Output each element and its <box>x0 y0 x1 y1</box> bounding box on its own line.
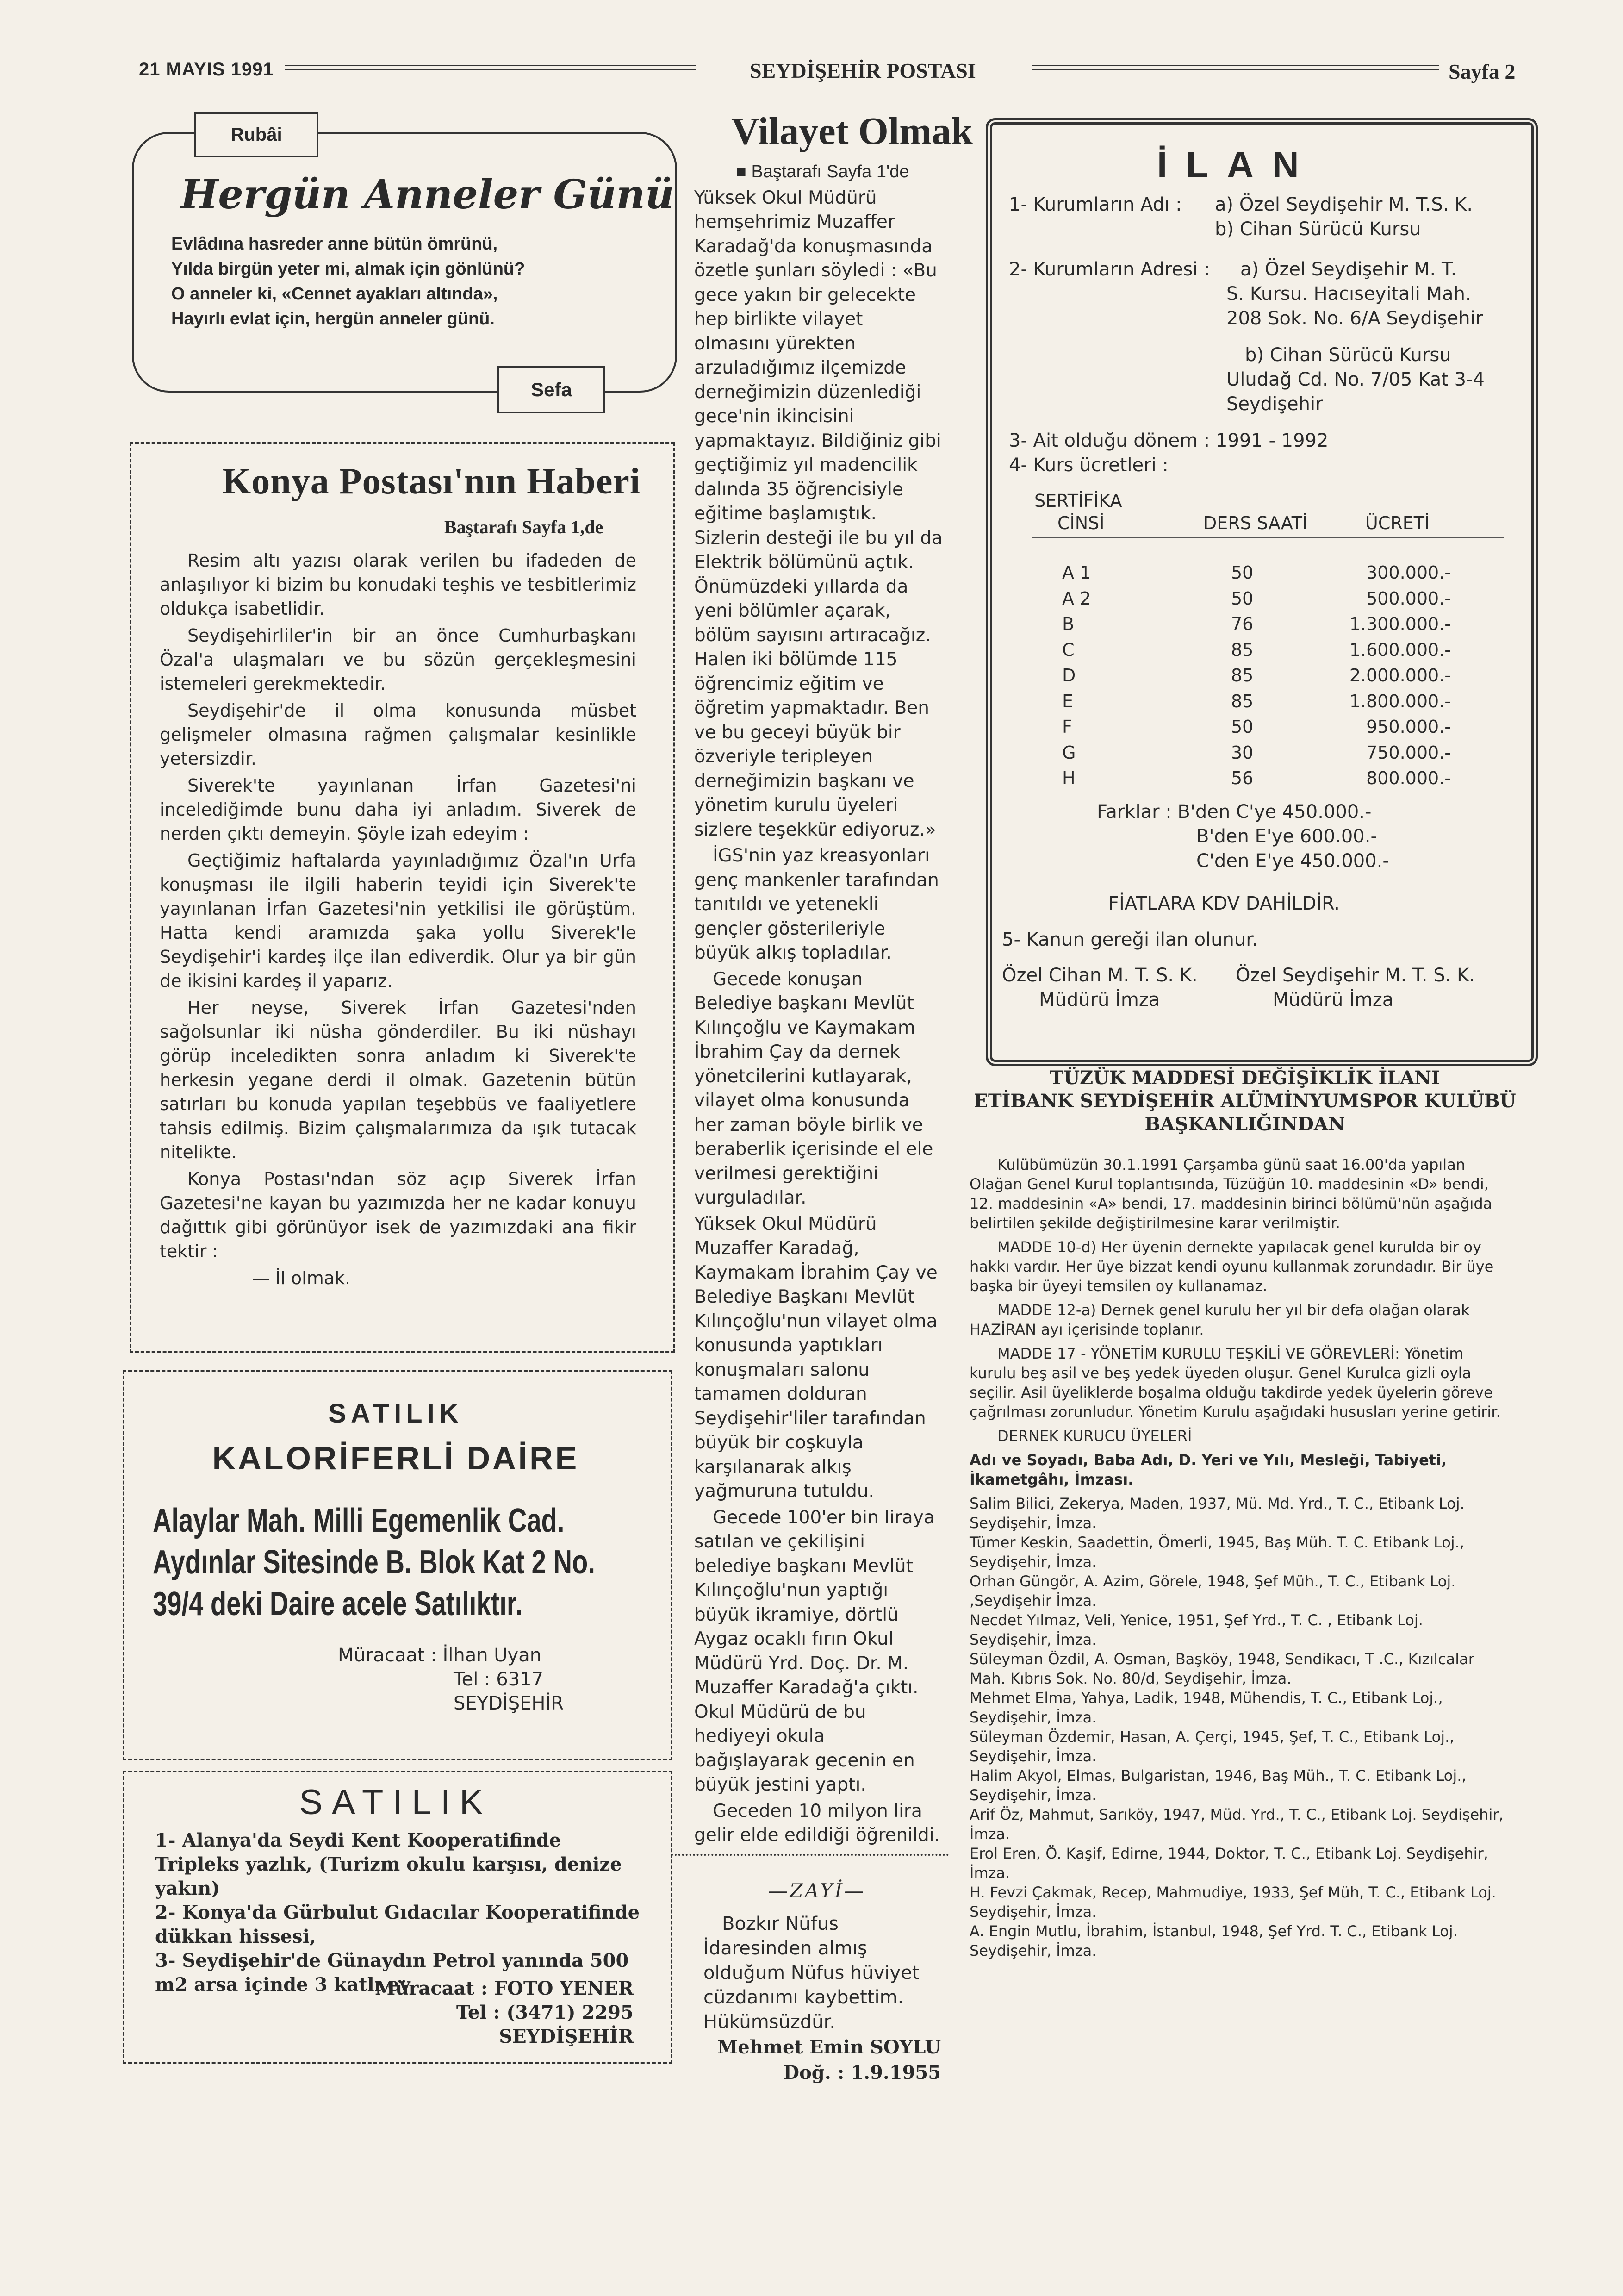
table-cell-cert: C <box>1062 639 1075 660</box>
table-cell-hours: 85 <box>1231 639 1254 660</box>
ilan-item1-label: 1- Kurumların Adı : <box>1009 194 1182 215</box>
list-item: 2- Konya'da Gürbulut Gıdacılar Kooperatifinde dükkan hissesi, <box>155 1902 640 1947</box>
rubai-label: Rubâi <box>194 112 318 157</box>
article-paragraph: Seydişehir'de il olma konusunda müsbet gelişmeler olmasına rağmen çalışmalar kesinlikle yetersizdir. <box>160 700 636 769</box>
col-header-cert-2: CİNSİ <box>1057 513 1105 533</box>
table-cell-hours: 56 <box>1231 768 1254 788</box>
table-cell-fee: 1.600.000.- <box>1349 639 1451 660</box>
table-cell-fee: 800.000.- <box>1366 768 1451 788</box>
header-rule-right <box>1032 65 1439 70</box>
ilan-item2-b1: b) Cihan Sürücü Kursu <box>1245 344 1451 366</box>
tuzuk-body <box>970 1155 1506 1960</box>
article-paragraph: Siverek'te yayınlanan İrfan Gazetesi'ni incelediğimde bunu daha iyi anladım. Siverek de nerden çıktı demeyin. Şöyle izah edeyim : <box>160 775 636 844</box>
contact-city: SEYDİŞEHİR <box>499 2026 634 2047</box>
col-header-fee: ÜCRETİ <box>1365 513 1430 533</box>
vilayet-continued-note: Baştarafı Sayfa 1'de <box>751 162 909 181</box>
tuzuk-paragraph: Kulübümüzün 30.1.1991 Çarşamba günü saat 16.00'da yapılan Olağan Genel Kurul toplantısında, Tüzüğün 10. maddesinin «D» bendi, 12. maddesinin «A» bendi, 17. maddesinin birinci bölümü'nün aşağıda belirtilen şekilde değiştirilmesine karar verilmiştir. <box>970 1156 1492 1232</box>
article-paragraph: İGS'nin yaz kreasyonları genç mankenler tarafından tanıtıldı ve yetenekli gençler gösterileriyle büyük alkış topladılar. <box>694 845 939 963</box>
table-cell-hours: 85 <box>1231 665 1254 686</box>
table-cell-hours: 50 <box>1231 717 1254 737</box>
article-paragraph: Geçtiğimiz haftalarda yayınladığımız Özal'ın Urfa konuşması ile ilgili haberin teyidi için Siverek'te yayınlanan İrfan Gazetesi'nin yetkilisi ile görüştüm. Hatta kendi aramızda şaka yollu Siverek'le Seydişehir'i kardeş ilçe ilan ediverdik. Olur ya bir gün de ikisini kardeş il yaparız. <box>160 850 636 991</box>
ilan-item2-label: 2- Kurumların Adresi : <box>1009 259 1210 280</box>
ilan-item3: 3- Ait olduğu dönem : 1991 - 1992 <box>1009 430 1329 451</box>
table-cell-cert: G <box>1062 742 1076 763</box>
article-paragraph: Gecede 100'er bin liraya satılan ve çekilişini belediye başkanı Mevlüt Kılınçoğlu'nun yaptığı büyük ikramiye, dörtlü Aygaz ocaklı fırın Okul Müdürü Yrd. Doç. Dr. M. Muzaffer Karadağ'a çıktı. Okul Müdürü de bu hediyeyi okula bağışlayarak gecenin en büyük jestini yaptı. <box>694 1507 935 1795</box>
contact-tel: Tel : 6317 <box>454 1669 544 1690</box>
rubai-author: Sefa <box>497 366 605 413</box>
zayi-divider <box>671 1854 949 1856</box>
poem-line: Yılda birgün yeter mi, almak için gönlünü? <box>171 259 525 279</box>
ilan-sign-left-2: Müdürü İmza <box>1039 989 1160 1011</box>
satilik-ilan-list <box>155 1828 646 1997</box>
ilan-sign-left-1: Özel Cihan M. T. S. K. <box>1002 965 1198 986</box>
article-paragraph: Geceden 10 milyon lira gelir elde edildiği öğrenildi. <box>694 1800 940 1846</box>
table-cell-hours: 50 <box>1231 562 1254 583</box>
ilan-item2-a1: a) Özel Seydişehir M. T. <box>1240 259 1457 280</box>
ilan-kdv: FİATLARA KDV DAHİLDİR. <box>1108 893 1340 914</box>
zayi-title: —ZAYİ— <box>768 1879 866 1902</box>
poem-line: Evlâdına hasreder anne bütün ömrünü, <box>171 234 498 254</box>
table-cell-fee: 2.000.000.- <box>1349 665 1451 686</box>
contact-city: SEYDİŞEHİR <box>454 1693 564 1714</box>
signature-dob: Doğ. : 1.9.1955 <box>783 2062 941 2084</box>
col-header-hours: DERS SAATİ <box>1203 513 1308 533</box>
member-entry: Halim Akyol, Elmas, Bulgaristan, 1946, Baş Müh., T. C. Etibank Loj., Seydişehir, İmza. <box>970 1767 1467 1804</box>
member-entry: Süleyman Özdil, A. Osman, Başköy, 1948, Sendikacı, T .C., Kızılcalar Mah. Kıbrıs Sok. No. 80/d, Seydişehir, İmza. <box>970 1650 1474 1687</box>
ilan-farklar-3: C'den E'ye 450.000.- <box>1196 850 1389 872</box>
col-header-cert-1: SERTİFİKA <box>1034 491 1122 511</box>
konya-article-title: Konya Postası'nın Haberi <box>222 461 641 502</box>
table-cell-hours: 85 <box>1231 691 1254 711</box>
ilan-farklar-2: B'den E'ye 600.00.- <box>1196 826 1377 847</box>
contact-label: Müracaat : <box>338 1645 437 1666</box>
ilan-title: İLAN <box>1157 144 1318 185</box>
article-paragraph: Gecede konuşan Belediye başkanı Mevlüt Kılınçoğlu ve Kaymakam İbrahim Çay da dernek yönetcilerini kutlayarak, vilayet olma konusunda her zaman böyle birlik ve beraberlik içerisinde el ele verilmesi gerektiğini vurguladılar. <box>694 968 933 1208</box>
contact-tel: Tel : (3471) 2295 <box>456 2002 634 2023</box>
satilik-ilan-contact <box>375 1977 634 2049</box>
rubai-poem <box>171 231 648 331</box>
article-paragraph: Resim altı yazısı olarak verilen bu ifadeden de anlaşılıyor ki bizim bu konudaki teşhis ve tesbitlerimiz oldukça isabetlidir. <box>160 550 636 619</box>
member-entry: Süleyman Özdemir, Hasan, A. Çerçi, 1945, Şef, T. C., Etibank Loj., Seydişehir, İmza. <box>970 1728 1455 1765</box>
ilan-item2-b3: Seydişehir <box>1226 393 1323 415</box>
satilik-daire-title: SATILIK <box>328 1398 463 1429</box>
zayi-signature <box>717 2034 941 2085</box>
table-cell-cert: B <box>1062 614 1075 634</box>
tuzuk-paragraph: MADDE 12-a) Dernek genel kurulu her yıl bir defa olağan olarak HAZİRAN ayı içerisinde toplanır. <box>970 1301 1470 1338</box>
member-entry: Necdet Yılmaz, Veli, Yenice, 1951, Şef Yrd., T. C. , Etibank Loj. Seydişehir, İmza. <box>970 1611 1423 1648</box>
ilan-item4: 4- Kurs ücretleri : <box>1009 455 1169 476</box>
list-item: 1- Alanya'da Seydi Kent Kooperatifinde Tripleks yazlık, (Turizm okulu karşısı, denize yakın) <box>155 1829 622 1899</box>
ilan-item2-b2: Uludağ Cd. No. 7/05 Kat 3-4 <box>1226 369 1485 390</box>
konya-article-body <box>160 549 636 1293</box>
table-cell-cert: D <box>1062 665 1076 686</box>
table-cell-fee: 500.000.- <box>1366 588 1451 609</box>
contact-name: İlhan Uyan <box>442 1645 542 1666</box>
poem-line: Hayırlı evlat için, hergün anneler günü. <box>171 309 495 329</box>
table-cell-hours: 50 <box>1231 588 1254 609</box>
members-list <box>970 1494 1506 1960</box>
member-entry: Salim Bilici, Zekerya, Maden, 1937, Mü. Md. Yrd., T. C., Etibank Loj. Seydişehir, İmza. <box>970 1495 1465 1532</box>
table-cell-fee: 300.000.- <box>1366 562 1451 583</box>
signature-name: Mehmet Emin SOYLU <box>717 2036 941 2058</box>
satilik-daire-body: Alaylar Mah. Milli Egemenlik Cad. Aydınlar Sitesinde B. Blok Kat 2 No. 39/4 deki Daire acele Satılıktır. <box>153 1502 595 1622</box>
article-paragraph: Yüksek Okul Müdürü Muzaffer Karadağ, Kaymakam İbrahim Çay ve Belediye Başkanı Mevlüt Kılınçoğlu'nun vilayet olma konusunda yaptıkları konuşmaları salonu tamamen dolduran Seydişehir'liler tarafından büyük bir coşkuyla karşılanarak alkış yağmuruna tutuldu. <box>694 1213 938 1502</box>
table-cell-hours: 76 <box>1231 614 1254 634</box>
article-paragraph: Konya Postası'ndan söz açıp Siverek İrfan Gazetesi'ne kayan bu yazımızda her ne kadar konuyu dağıttık gibi görünüyor isek de yazımızdaki ana fikir tektir : <box>160 1169 636 1261</box>
newspaper-name: SEYDİŞEHİR POSTASI <box>750 59 976 82</box>
member-entry: Erol Eren, Ö. Kaşif, Edirne, 1944, Doktor, T. C., Etibank Loj. Seydişehir, İmza. <box>970 1845 1488 1882</box>
tuzuk-members-columns: Adı ve Soyadı, Baba Adı, D. Yeri ve Yılı, Mesleği, Tabiyeti, İkametgâhı, İmzası. <box>970 1451 1447 1488</box>
member-entry: Tümer Keskin, Saadettin, Ömerli, 1945, Baş Müh. T. C. Etibank Loj., Seydişehir, İmza. <box>970 1534 1465 1571</box>
satilik-daire-subtitle: KALORİFERLİ DAİRE <box>212 1440 579 1476</box>
table-cell-fee: 1.800.000.- <box>1349 691 1451 711</box>
header-rule-left <box>285 65 696 70</box>
rubai-title: Hergün Anneler Günü <box>180 171 674 218</box>
article-closing: — İl olmak. <box>252 1268 351 1288</box>
table-cell-cert: A 2 <box>1062 588 1091 609</box>
table-cell-fee: 750.000.- <box>1366 742 1451 763</box>
zayi-body: Bozkır Nüfus İdaresinden almış olduğum Nüfus hüviyet cüzdanımı kaybettim. Hükümsüzdür. <box>703 1913 920 2033</box>
member-entry: Orhan Güngör, A. Azim, Görele, 1948, Şef Müh., T. C., Etibank Loj. ,Seydişehir İmza. <box>970 1572 1456 1610</box>
ilan-item5: 5- Kanun gereği ilan olunur. <box>1002 929 1258 950</box>
tuzuk-paragraph: MADDE 10-d) Her üyenin dernekte yapılacak genel kurulda bir oy hakkı vardır. Her üye bizzat kendi oyunu kullanmak zorundadır. Bir üye başka bir üyeyi temsilen oy kullanamaz. <box>970 1238 1494 1295</box>
ilan-sign-right-2: Müdürü İmza <box>1273 989 1394 1011</box>
list-item: 3- Seydişehir'de Günaydın Petrol yanında 500 m2 arsa içinde 3 katlı ev <box>155 1950 629 1996</box>
member-entry: A. Engin Mutlu, İbrahim, İstanbul, 1948, Şef Yrd. T. C., Etibank Loj. Seydişehir, İmza. <box>970 1922 1458 1959</box>
ilan-sign-right-1: Özel Seydişehir M. T. S. K. <box>1236 965 1475 986</box>
article-paragraph: Her neyse, Siverek İrfan Gazetesi'nden sağolsunlar iki nüsha gönderdiler. Bu iki nüshayı görüp inceledikten sonra anladım ki Siverek'te herkesin yegane derdi il olmak. Gazetenin bütün satırları bu konuda yapılan teşebbüs ve faaliyetlere tahsis edilmiş. Bizim çalışmalarımıza da ışık tutacak nitelikte. <box>160 998 636 1162</box>
page-number: Sayfa 2 <box>1449 60 1516 83</box>
article-paragraph: Seydişehirliler'in bir an önce Cumhurbaşkanı Özal'a ulaşmaları ve bu sözün gerçekleşmesini istemeleri gerekmektedir. <box>160 625 636 694</box>
vilayet-article-title: Vilayet Olmak <box>731 110 973 153</box>
article-paragraph: Yüksek Okul Müdürü hemşehrimiz Muzaffer Karadağ'da konuşmasında özetle şunları söyledi : «Bu gece yakın bir gelecekte hep birlikte vilayet olmasını yürekten arzuladığımız ilçemizde derneğimizin düzenlediği gece'nin ikincisini yapmaktayız. Bildiğiniz gibi geçtiğimiz yıl madencilik dalında 35 öğrencisiyle eğitime başlamıştık. Sizlerin desteği ile bu yıl da Elektrik bölümünü açtık. Önümüzdeki yıllarda da yeni bölümler açarak, bölüm sayısını artıracağız. Halen iki bölümde 115 öğrencimiz eğitim ve öğretim yapmaktadır. Ben ve bu geceyi büyük bir özveriyle teripleyen derneğimizin başkanı ve yönetim kurulu üyeleri sizlere teşekkür ediyoruz.» <box>694 187 943 840</box>
satilik-daire-contact <box>338 1643 564 1716</box>
ilan-item1-b: b) Cihan Sürücü Kursu <box>1215 218 1421 240</box>
table-cell-cert: F <box>1062 717 1072 737</box>
member-entry: Arif Öz, Mahmut, Sarıköy, 1947, Müd. Yrd., T. C., Etibank Loj. Seydişehir, İmza. <box>970 1806 1504 1843</box>
member-entry: Mehmet Elma, Yahya, Ladik, 1948, Mühendis, T. C., Etibank Loj., Seydişehir, İmza. <box>970 1689 1443 1726</box>
satilik-ilan-title: SATILIK <box>299 1783 492 1822</box>
tuzuk-org-sub: BAŞKANLIĞINDAN <box>1144 1113 1345 1135</box>
tuzuk-members-heading: DERNEK KURUCU ÜYELERİ <box>997 1427 1192 1445</box>
konya-continued-note: Baştarafı Sayfa 1,de <box>444 517 603 537</box>
tuzuk-paragraph: MADDE 17 - YÖNETİM KURULU TEŞKİLİ VE GÖREVLERİ: Yönetim kurulu beş asil ve beş yedek üyeden oluşur. Genel Kurulca gizli oyla seçilir. Asil üyeliklerde boşalma olduğu takdirde yedek üyelerin göreve çağrılması zorunludur. Yönetim Kurulu aşağıdaki hususları yerine getirir. <box>970 1345 1501 1421</box>
table-cell-hours: 30 <box>1231 742 1254 763</box>
table-header-rule <box>1032 537 1504 538</box>
vilayet-article-body <box>694 160 944 1850</box>
table-cell-cert: A 1 <box>1062 562 1091 583</box>
table-cell-cert: E <box>1062 691 1074 711</box>
ilan-item2-a3: 208 Sok. No. 6/A Seydişehir <box>1226 308 1483 329</box>
table-cell-fee: 950.000.- <box>1366 717 1451 737</box>
tuzuk-heading: TÜZÜK MADDESİ DEĞİŞİKLİK İLANI <box>1050 1067 1440 1089</box>
contact-label: Müracaat : FOTO YENER <box>375 1978 634 1999</box>
ilan-item1-a: a) Özel Seydişehir M. T.S. K. <box>1215 194 1473 215</box>
poem-line: O anneler ki, «Cennet ayakları altında», <box>171 284 498 304</box>
ilan-farklar-1: Farklar : B'den C'ye 450.000.- <box>1097 801 1372 823</box>
tuzuk-org: ETİBANK SEYDİŞEHİR ALÜMİNYUMSPOR KULÜBÜ <box>974 1090 1516 1112</box>
table-cell-fee: 1.300.000.- <box>1349 614 1451 634</box>
member-entry: H. Fevzi Çakmak, Recep, Mahmudiye, 1933, Şef Müh, T. C., Etibank Loj. Seydişehir, İmza. <box>970 1884 1496 1921</box>
table-cell-cert: H <box>1062 768 1076 788</box>
issue-date: 21 MAYIS 1991 <box>139 59 274 80</box>
bullet-icon: ■ <box>736 162 752 181</box>
ilan-item2-a2: S. Kursu. Hacıseyitali Mah. <box>1226 283 1471 305</box>
